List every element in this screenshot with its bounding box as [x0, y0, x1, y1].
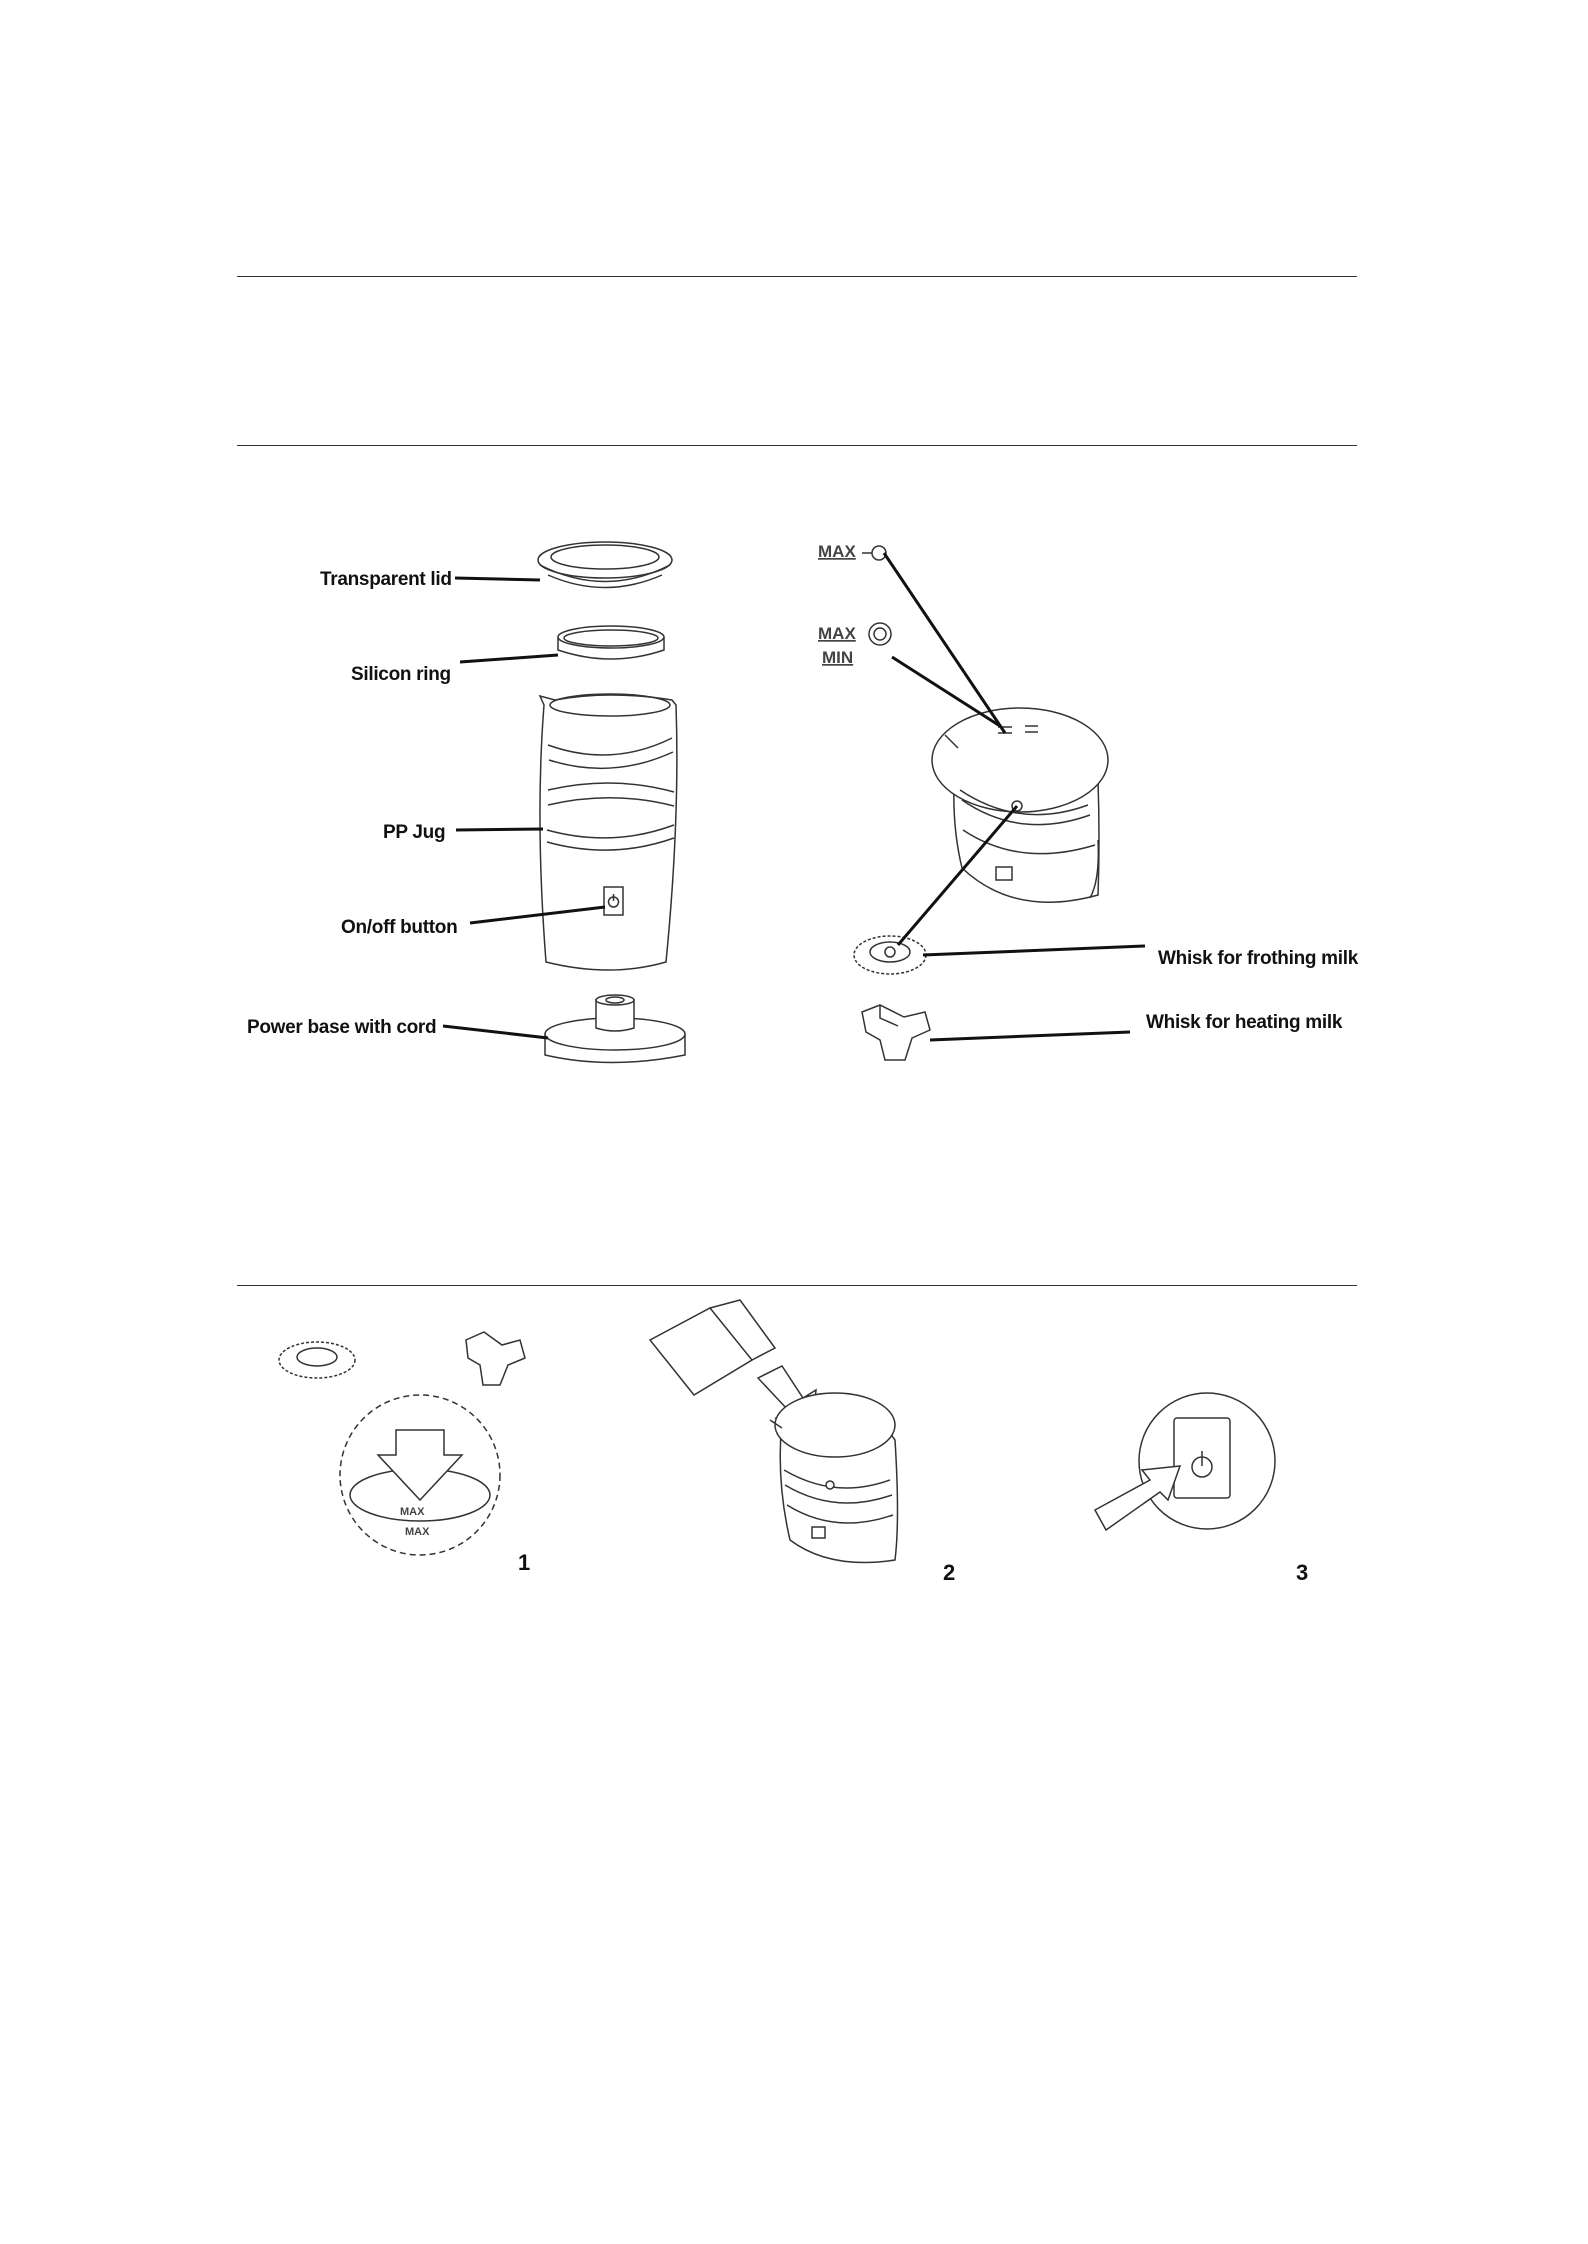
label-transparent-lid: Transparent lid: [320, 569, 452, 590]
label-whisk-heating: Whisk for heating milk: [1146, 1012, 1343, 1033]
mark-max-top: MAX: [818, 542, 856, 561]
exploded-view: [247, 542, 685, 1063]
step-number-1: 1: [518, 1550, 531, 1575]
silicon-ring-drawing: [558, 626, 664, 659]
interior-view: [818, 542, 1359, 1060]
label-silicon-ring: Silicon ring: [351, 664, 451, 685]
svg-text:MAX: MAX: [405, 1526, 430, 1538]
step-3-illustration: [1095, 1393, 1308, 1585]
mark-max-mid: MAX: [818, 624, 856, 643]
power-base-drawing: [545, 995, 685, 1063]
svg-text:MAX: MAX: [400, 1506, 425, 1518]
heating-whisk-drawing: [862, 1005, 930, 1060]
step-number-2: 2: [943, 1560, 956, 1585]
step-number-3: 3: [1296, 1560, 1309, 1585]
label-pp-jug: PP Jug: [383, 822, 446, 843]
label-whisk-frothing: Whisk for frothing milk: [1158, 948, 1358, 969]
step-2-illustration: [650, 1300, 955, 1585]
label-on-off-button: On/off button: [341, 917, 458, 938]
mark-min-mid: MIN: [822, 648, 854, 667]
label-power-base: Power base with cord: [247, 1017, 437, 1038]
transparent-lid-drawing: [538, 542, 672, 588]
frothing-whisk-drawing: [854, 936, 926, 974]
pp-jug-drawing: [540, 694, 677, 970]
step-1-illustration: [279, 1332, 530, 1575]
